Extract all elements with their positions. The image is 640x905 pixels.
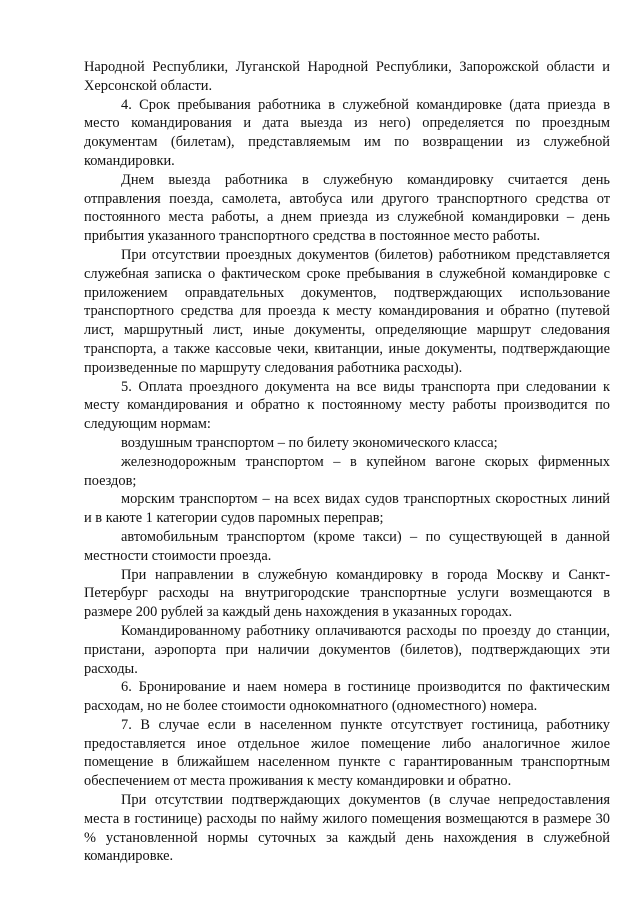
- paragraph-air-transport: воздушным транспортом – по билету экономического класса;: [121, 434, 498, 451]
- paragraph-clause-5: 5. Оплата проездного документа на все виды транспорта при следовании к месту командирования и обратно к постоянному месту работы производится по следующим нормам:: [84, 378, 610, 433]
- paragraph-clause-7: 7. В случае если в населенном пункте отсутствует гостиница, работнику предоставляется иное отдельное жилое помещение либо аналогичное жилое помещение в ближайшем населенном пункте с гарантированным транспортным обеспечением от места проживания к месту командировки и обратно.: [84, 716, 610, 790]
- paragraph-sea-transport: морским транспортом – на всех видах судов транспортных скоростных линий и в каюте 1 категории судов паромных переправ;: [84, 491, 610, 527]
- paragraph-moscow-spb: При направлении в служебную командировку в города Москву и Санкт-Петербург расходы на внутригородские транспортные услуги возмещаются в размере 200 рублей за каждый день нахождения в указанных городах.: [84, 566, 610, 621]
- paragraph-departure-day: Днем выезда работника в служебную командировку считается день отправления поезда, самолета, автобуса или другого транспортного средства от постоянного места работы, а днем приезда из служебной командировки – день прибытия указанного транспортного средства в постоянное место работы.: [84, 171, 610, 245]
- paragraph-station-travel: Командированному работнику оплачиваются расходы по проезду до станции, пристани, аэропорта при наличии документов (билетов), подтверждающих эти расходы.: [84, 622, 610, 677]
- paragraph-road-transport: автомобильным транспортом (кроме такси) – по существующей в данной местности стоимости проезда.: [84, 528, 610, 564]
- paragraph-clause-4: 4. Срок пребывания работника в служебной командировке (дата приезда в место командирования и дата выезда из него) определяется по проездным документам (билетам), представляемым им по возвращении из служебной командировки.: [84, 96, 610, 169]
- paragraph-no-tickets: При отсутствии проездных документов (билетов) работником представляется служебная записка о фактическом сроке пребывания в служебной командировке с приложением оправдательных документов, подтверждающих использование транспортного средства для проезда к месту командирования и обратно (путевой лист, маршрутный лист, иные документы, определяющие маршрут следования транспорта, а также кассовые чеки, квитанции, иные документы, подтверждающие произведенные по маршруту следования работника расходы).: [84, 246, 610, 376]
- paragraph-clause-6: 6. Бронирование и наем номера в гостинице производится по фактическим расходам, но не более стоимости однокомнатного (одноместного) номера.: [84, 679, 610, 715]
- paragraph-continuation: Народной Республики, Луганской Народной Республики, Запорожской области и Херсонской области.: [84, 59, 610, 94]
- document-body: [84, 58, 610, 866]
- paragraph-no-documents: При отсутствии подтверждающих документов (в случае непредоставления места в гостинице) расходы по найму жилого помещения возмещаются в размере 30 % установленной нормы суточных за каждый день нахождения в служебной командировке.: [84, 792, 610, 865]
- paragraph-rail-transport: железнодорожным транспортом – в купейном вагоне скорых фирменных поездов;: [84, 453, 610, 489]
